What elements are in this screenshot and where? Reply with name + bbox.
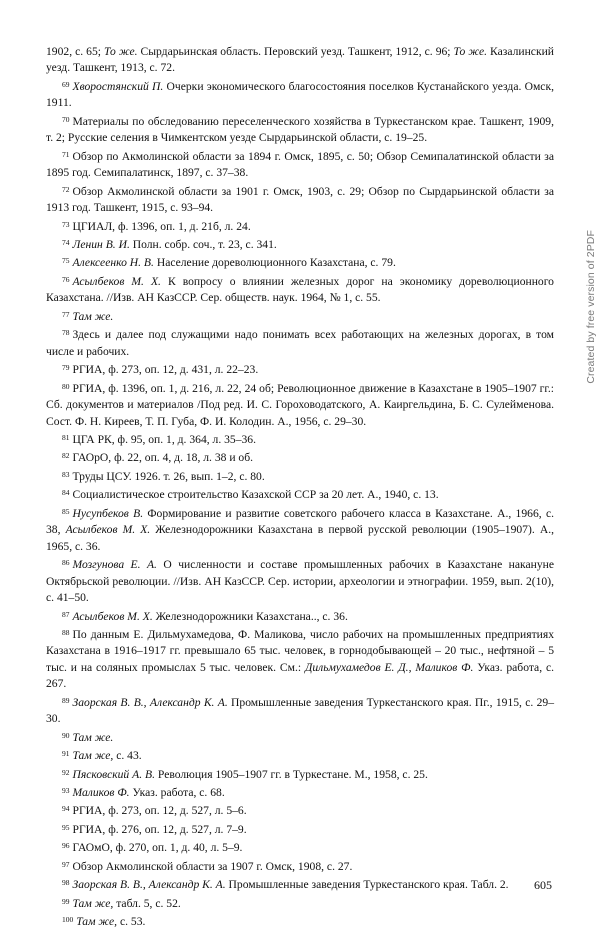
footnote-text: К вопросу о влиянии железных дорог на экономику дореволюционного Казахстана. //Изв. АН КазССР. Сер. обществ. наук. 1964, № 1, с. 55. (46, 274, 554, 305)
footnote-text: Казалинский уезд. Ташкент, 1913, с. 72. (46, 45, 554, 75)
author-citation: Алексеенко Н. В. (72, 256, 154, 270)
footnote (46, 182, 554, 217)
footnote-number: 78 (62, 328, 70, 338)
footnote-text: Указ. работа, с. 68. (129, 786, 225, 800)
footnote-text: с. 53. (117, 915, 146, 929)
footnote-number: 88 (62, 627, 70, 637)
footnote-number: 84 (62, 488, 70, 498)
author-citation: Там же, (72, 896, 114, 910)
author-citation: Асылбеков М. Х. (72, 274, 161, 288)
footnote-text: Формирование и развитие советского рабочего класса в Казахстане. А., 1966, с. 38, (46, 506, 554, 537)
footnote-text: По данным Е. Дильмухамедова, Ф. Маликова, число рабочих на промышленных предприятиях Казахстана в 1916–1917 гг. превышало 65 тыс. человек, в горнодобывающей – 20 тыс., нефтяной – 5 тыс. и на соляных промыслах 5 тыс. человек. См.: (46, 627, 554, 674)
footnote-number: 74 (62, 237, 70, 247)
footnote-number: 75 (62, 256, 70, 266)
footnote-number: 90 (62, 730, 70, 740)
footnote (46, 625, 554, 693)
footnote (46, 912, 554, 930)
footnote-number: 92 (62, 767, 70, 777)
author-citation: Нусупбеков В. (72, 506, 144, 520)
author-citation: Хворостянский П. (72, 79, 164, 93)
footnote-number: 98 (62, 878, 70, 888)
footnote-number: 69 (62, 79, 70, 89)
footnote-text: ЦГИАЛ, ф. 1396, оп. 1, д. 21б, л. 24. (72, 219, 251, 233)
footnote-number: 83 (62, 469, 70, 479)
footnote-text: РГИА, ф. 273, оп. 12, д. 431, л. 22–23. (72, 363, 259, 377)
footnote (46, 555, 554, 606)
author-citation: Маликов Ф. (72, 786, 130, 800)
footnote-text: ЦГА РК, ф. 95, оп. 1, д. 364, л. 35–36. (72, 432, 257, 446)
footnote (46, 44, 554, 77)
footnote-number: 72 (62, 184, 70, 194)
footnote (46, 820, 554, 838)
footnote (46, 728, 554, 746)
footnote-text: Социалистическое строительство Казахской ССР за 20 лет. А., 1940, с. 13. (72, 488, 439, 502)
footnote-text: Обзор Акмолинской области за 1901 г. Омск, 1903, с. 29; Обзор по Сырдарьинской области за 1913 год. Ташкент, 1915, с. 93–94. (46, 184, 554, 215)
footnote-number: 96 (62, 841, 70, 851)
footnote-number: 82 (62, 451, 70, 461)
footnote (46, 875, 554, 893)
footnote-number: 79 (62, 363, 70, 373)
footnote-text: Обзор Акмолинской области за 1907 г. Омск, 1908, с. 27. (72, 859, 353, 873)
footnote-number: 87 (62, 609, 70, 619)
footnote (46, 325, 554, 360)
footnote-text: Население дореволюционного Казахстана, с. 79. (153, 256, 396, 270)
author-citation: Ленин В. И. (72, 237, 130, 251)
footnote (46, 504, 554, 555)
footnote (46, 235, 554, 253)
footnote-text: РГИА, ф. 276, оп. 12, д. 527, л. 7–9. (72, 822, 247, 836)
footnote-number: 71 (62, 149, 70, 159)
footnote (46, 217, 554, 235)
footnote (46, 783, 554, 801)
author-citation: То же. (453, 45, 488, 58)
footnote-text: табл. 5, с. 52. (113, 896, 181, 910)
footnote (46, 272, 554, 307)
footnote-text: Железнодорожники Казахстана в первой русской революции (1905–1907). А., 1965, с. 36. (46, 523, 554, 553)
footnote-text: Материалы по обследованию переселенческого хозяйства в Туркестанском крае. Ташкент, 1909, т. 2; Русские селения в Чимкентском уезде Сырдарьинской области, с. 19–25. (46, 114, 554, 145)
footnote-text: Указ. работа, с. 267. (46, 660, 554, 691)
footnote (46, 765, 554, 783)
footnote-number: 93 (62, 786, 70, 796)
footnote (46, 253, 554, 271)
footnote-text: РГИА, ф. 273, оп. 12, д. 527, л. 5–6. (72, 804, 247, 818)
footnote-number: 76 (62, 274, 70, 284)
author-citation: То же. (103, 45, 138, 58)
footnote (46, 485, 554, 503)
footnote (46, 112, 554, 147)
footnote (46, 430, 554, 448)
footnote-text: Революция 1905–1907 гг. в Туркестане. М., 1958, с. 25. (155, 767, 428, 781)
footnote (46, 746, 554, 764)
footnote-text: с. 43. (113, 749, 142, 763)
footnote-text: РГИА, ф. 1396, оп. 1, д. 216, л. 22, 24 об; Революционное движение в Казахстане в 1905–1907 гг.: Сб. документов и материалов /Под ред. И. С. Гороховодатского, А. Каиргельдина, Б. С. Сулейменова. Сост. Ф. Н. Киреев, Т. П. Губа, Ф. И. Колодин. А., 1956, с. 29–30. (46, 381, 554, 428)
author-citation: Мозгунова Е. А. (72, 558, 157, 572)
footnote-text: Здесь и далее под служащими надо понимать всех работающих на железных дорогах, в том числе и рабочих. (46, 328, 554, 358)
author-citation: Там же. (72, 309, 114, 323)
footnote-text: Железнодорожники Казахстана.., с. 36. (152, 609, 348, 623)
footnote-number: 89 (62, 695, 70, 705)
author-citation: Дильмухамедов Е. Д., Маликов Ф. (304, 660, 474, 674)
author-citation: Там же, (76, 915, 118, 929)
footnote-text: Сырдарьинская область. Перовский уезд. Ташкент, 1912, с. 96; (137, 45, 454, 58)
footnote (46, 838, 554, 856)
author-citation: Заорская В. В., Александр К. А. (72, 878, 226, 892)
footnote (46, 467, 554, 485)
footnote-text: Труды ЦСУ. 1926. т. 26, вып. 1–2, с. 80. (72, 469, 265, 483)
footnote-number: 100 (62, 915, 74, 925)
footnote-number: 94 (62, 804, 70, 814)
footnotes-block (46, 44, 554, 931)
author-citation: Пясковский А. В. (72, 767, 155, 781)
footnote-number: 91 (62, 749, 70, 759)
footnote (46, 857, 554, 875)
footnote (46, 693, 554, 728)
footnote-number: 85 (62, 506, 70, 516)
footnote-text: Промышленные заведения Туркестанского края. Табл. 2. (225, 878, 509, 892)
author-citation: Заорская В. В., Александр К. А. (72, 695, 228, 709)
footnote-number: 99 (62, 896, 70, 906)
author-citation: Там же. (72, 730, 114, 744)
footnote-number: 77 (62, 309, 70, 319)
footnote-text: ГАОмО, ф. 270, оп. 1, д. 40, л. 5–9. (72, 841, 243, 855)
footnote-text: ГАОрО, ф. 22, оп. 4, д. 18, л. 38 и об. (72, 451, 254, 465)
author-citation: Асылбеков М. Х. (72, 609, 153, 623)
footnote (46, 448, 554, 466)
footnote-number: 73 (62, 219, 70, 229)
footnote-text: 1902, с. 65; (46, 45, 104, 58)
page-number: 605 (534, 878, 552, 892)
footnote-text: Промышленные заведения Туркестанского края. Пг., 1915, с. 29–30. (46, 695, 554, 726)
footnote (46, 379, 554, 430)
footnote-number: 80 (62, 381, 70, 391)
footnote (46, 307, 554, 325)
footnote-text: Очерки экономического благосостояния поселков Кустанайского уезда. Омск, 1911. (46, 79, 554, 110)
footnote-number: 97 (62, 859, 70, 869)
footnote-number: 81 (62, 432, 70, 442)
author-citation: Там же, (72, 749, 114, 763)
footnote (46, 147, 554, 182)
footnote-number: 70 (62, 114, 70, 124)
footnote-text: Полн. собр. соч., т. 23, с. 341. (129, 237, 277, 251)
author-citation: Асылбеков М. Х. (65, 523, 151, 537)
footnote-number: 95 (62, 822, 70, 832)
footnote (46, 77, 554, 112)
footnote (46, 360, 554, 378)
footnote (46, 607, 554, 625)
footnote-number: 86 (62, 558, 70, 568)
footnote-text: Обзор по Акмолинской области за 1894 г. Омск, 1895, с. 50; Обзор Семипалатинской области за 1895 год. Семипалатинск, 1897, с. 37–38. (46, 149, 554, 180)
footnote (46, 801, 554, 819)
footnote-text: О численности и составе промышленных рабочих в Казахстане накануне Октябрьской революции. //Изв. АН КазССР. Сер. истории, археологии и этнографии. 1959, вып. 2(10), с. 41–50. (46, 558, 554, 605)
watermark: Created by free version of 2PDF (585, 230, 597, 384)
footnote (46, 894, 554, 912)
